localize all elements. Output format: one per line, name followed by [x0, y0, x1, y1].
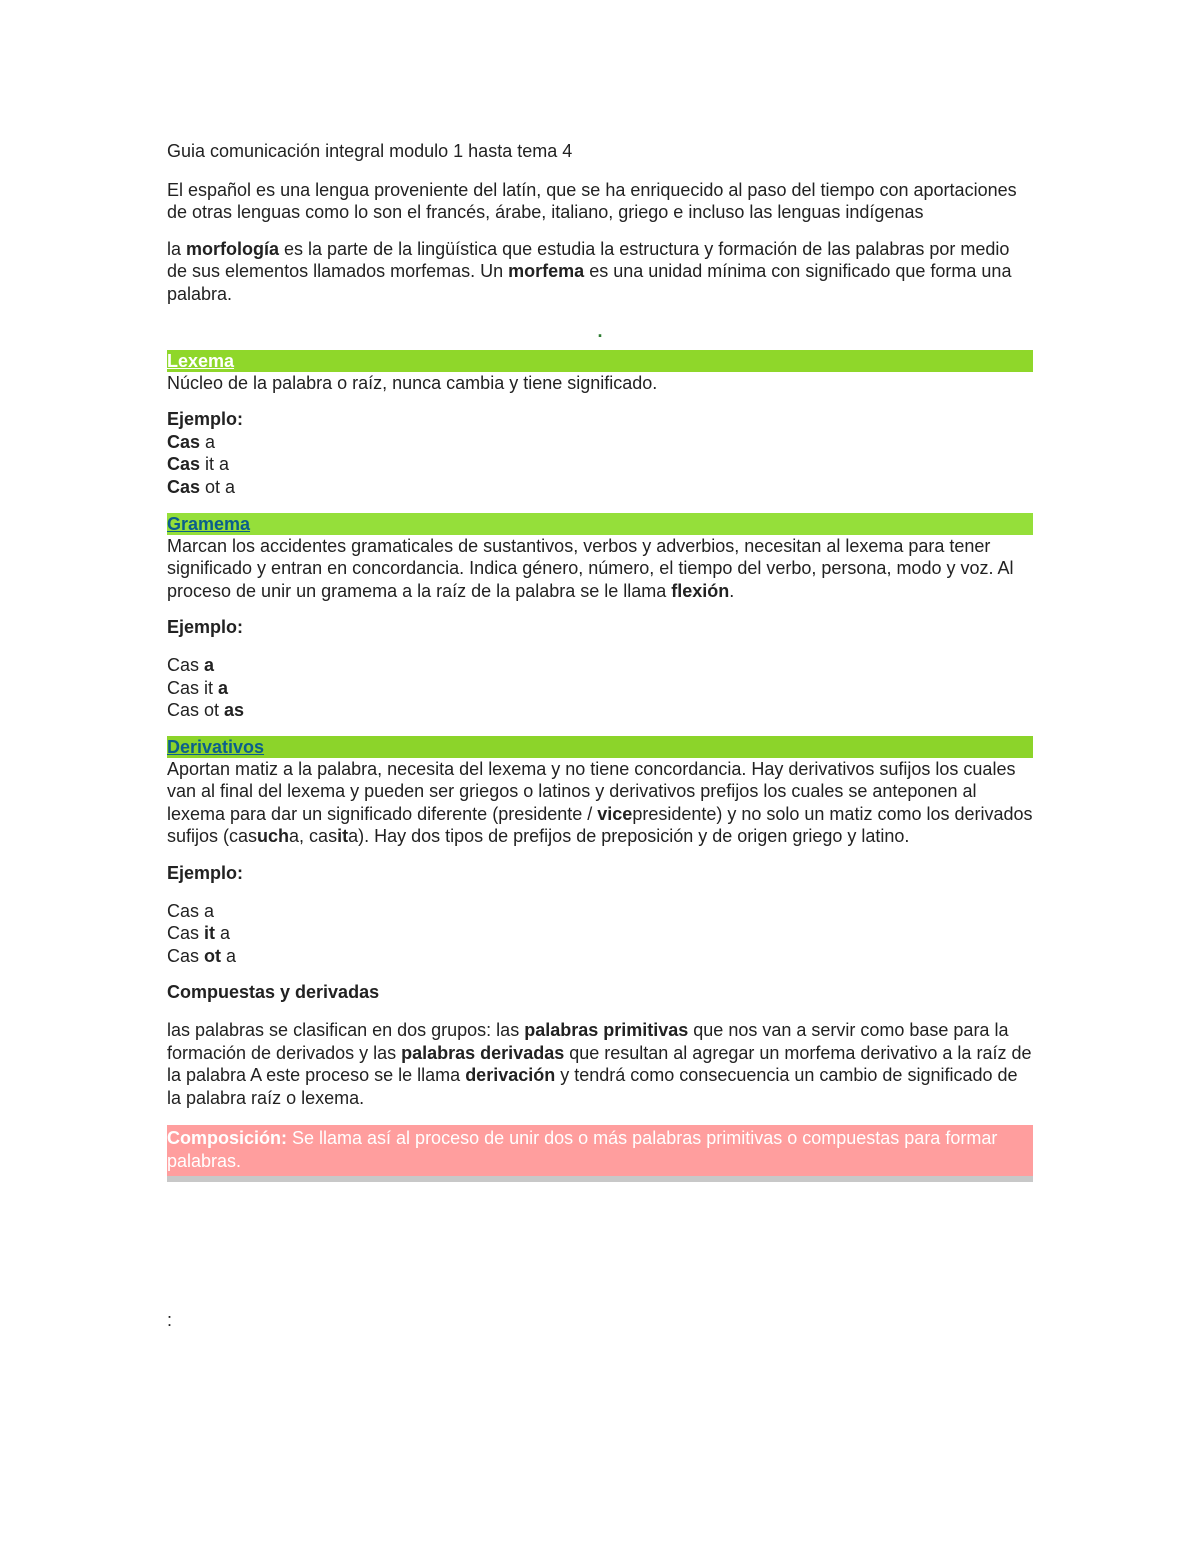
spacer: [167, 639, 1033, 654]
gramema-example-2-root: Cas it: [167, 677, 219, 698]
derivativos-text-1: Aportan matiz a la palabra, necesita del lexema y no tiene concordancia. Hay derivativos sufijos los cuales van al final del lexema y pueden ser griegos o latinos y derivativos prefijos los cuales se anteponen al lexema para dar un significado diferente (presidente /: [167, 758, 1016, 824]
derivativos-example-2-pre: Cas: [167, 923, 205, 944]
lexema-example-2-rest: it a: [200, 454, 230, 475]
morfologia-text-1: la: [167, 238, 187, 259]
morfologia-paragraph: [167, 238, 1033, 306]
spacer: [167, 722, 1033, 736]
lexema-example-label: Ejemplo:: [167, 409, 244, 430]
gramema-heading-link[interactable]: Gramema: [167, 513, 1033, 535]
composicion-text: Se llama así al proceso de unir dos o más palabras primitivas o compuestas para formar palabras.: [167, 1128, 998, 1171]
morfologia-text-3: es una unidad mínima con significado que forma una palabra.: [167, 261, 1012, 304]
lexema-description: Núcleo de la palabra o raíz, nunca cambia y tiene significado.: [167, 372, 658, 393]
derivativos-example-1-text: Cas a: [167, 900, 215, 921]
gramema-example-1: [167, 654, 1033, 677]
gramema-example-3-root: Cas ot: [167, 700, 225, 721]
intro-paragraph: El español es una lengua proveniente del latín, que se ha enriquecido al paso del tiempo con aportaciones de otras lenguas como lo son el francés, árabe, italiano, griego e incluso las lenguas indígenas: [167, 179, 1017, 223]
document-body: [167, 140, 1033, 1182]
vice-prefix: vice: [597, 803, 633, 824]
derivativos-example-2-post: a: [215, 923, 231, 944]
compuestas-paragraph: [167, 1019, 1033, 1109]
derivativos-text-2: presidente) y no solo un matiz como los derivados sufijos (cas: [167, 803, 1033, 847]
spacer: [167, 885, 1033, 900]
gramema-example-2: [167, 677, 1033, 700]
lexema-example-2-root: Cas: [167, 454, 201, 475]
spacer: [167, 499, 1033, 513]
compuestas-text-3: que resultan al agregar un morfema derivativo a la raíz de la palabra A este proceso se le llama: [167, 1042, 1032, 1086]
stray-colon: :: [167, 1310, 173, 1330]
derivativos-heading-link[interactable]: Derivativos: [167, 736, 1033, 758]
gramema-desc-end: .: [729, 580, 735, 601]
derivativos-description: [167, 758, 1033, 848]
palabras-primitivas-term: palabras primitivas: [524, 1020, 689, 1041]
lexema-example-1: [167, 431, 1033, 454]
gramema-description: [167, 535, 1033, 603]
it-suffix: it: [337, 826, 349, 847]
derivativos-example-3-post: a: [221, 945, 237, 966]
compuestas-heading: Compuestas y derivadas: [167, 982, 380, 1003]
morfologia-term: morfología: [186, 238, 280, 259]
lexema-example-3-rest: ot a: [200, 476, 236, 497]
uch-suffix: uch: [257, 826, 290, 847]
derivativos-example-1: [167, 900, 1033, 923]
morfologia-text-2: es la parte de la lingüística que estudia la estructura y formación de las palabras por medio de sus elementos llamados morfemas. Un: [167, 238, 1010, 282]
gramema-example-1-ending: a: [204, 654, 215, 675]
compuestas-text-1: las palabras se clasifican en dos grupos: las: [167, 1020, 525, 1041]
gramema-example-3-ending: as: [224, 700, 245, 721]
document-title: Guia comunicación integral modulo 1 hasta tema 4: [167, 141, 573, 161]
gramema-example-3: [167, 699, 1033, 722]
derivativos-text-4: a). Hay dos tipos de prefijos de preposición y de origen griego y latino.: [348, 826, 910, 847]
palabras-derivadas-term: palabras derivadas: [401, 1042, 565, 1063]
lexema-example-1-root: Cas: [167, 431, 201, 452]
compuestas-text-2: que nos van a servir como base para la formación de derivados y las: [167, 1020, 1009, 1063]
center-dot: .: [597, 320, 603, 341]
lexema-example-2: [167, 453, 1033, 476]
gramema-desc-text: Marcan los accidentes gramaticales de sustantivos, verbos y adverbios, necesitan al lexema para tener significado y entran en concordancia. Indica género, número, el tiempo del verbo, persona, modo y voz. Al proceso de unir un gramema a la raíz de la palabra se le llama: [167, 535, 1014, 601]
derivativos-example-3: [167, 945, 1033, 968]
composicion-box: [167, 1125, 1033, 1181]
lexema-example-3-root: Cas: [167, 476, 201, 497]
compuestas-text-4: y tendrá como consecuencia un cambio de significado de la palabra raíz o lexema.: [167, 1065, 1018, 1108]
composicion-label: Composición:: [167, 1128, 287, 1149]
gramema-example-1-root: Cas: [167, 654, 205, 675]
derivativos-example-3-pre: Cas: [167, 945, 205, 966]
lexema-example-1-rest: a: [200, 431, 216, 452]
derivacion-term: derivación: [465, 1065, 556, 1086]
gramema-example-2-ending: a: [218, 677, 229, 698]
lexema-example-3: [167, 476, 1033, 499]
derivativos-example-3-infix: ot: [204, 945, 222, 966]
derivativos-text-3: a, cas: [289, 826, 338, 847]
derivativos-example-label: Ejemplo:: [167, 863, 244, 884]
derivativos-example-2: [167, 922, 1033, 945]
spacer: [167, 1004, 1033, 1019]
flexion-term: flexión: [671, 580, 730, 601]
lexema-heading: Lexema: [167, 350, 1033, 372]
gramema-example-label: Ejemplo:: [167, 617, 244, 638]
derivativos-example-2-infix: it: [204, 923, 216, 944]
morfema-term: morfema: [508, 261, 585, 282]
